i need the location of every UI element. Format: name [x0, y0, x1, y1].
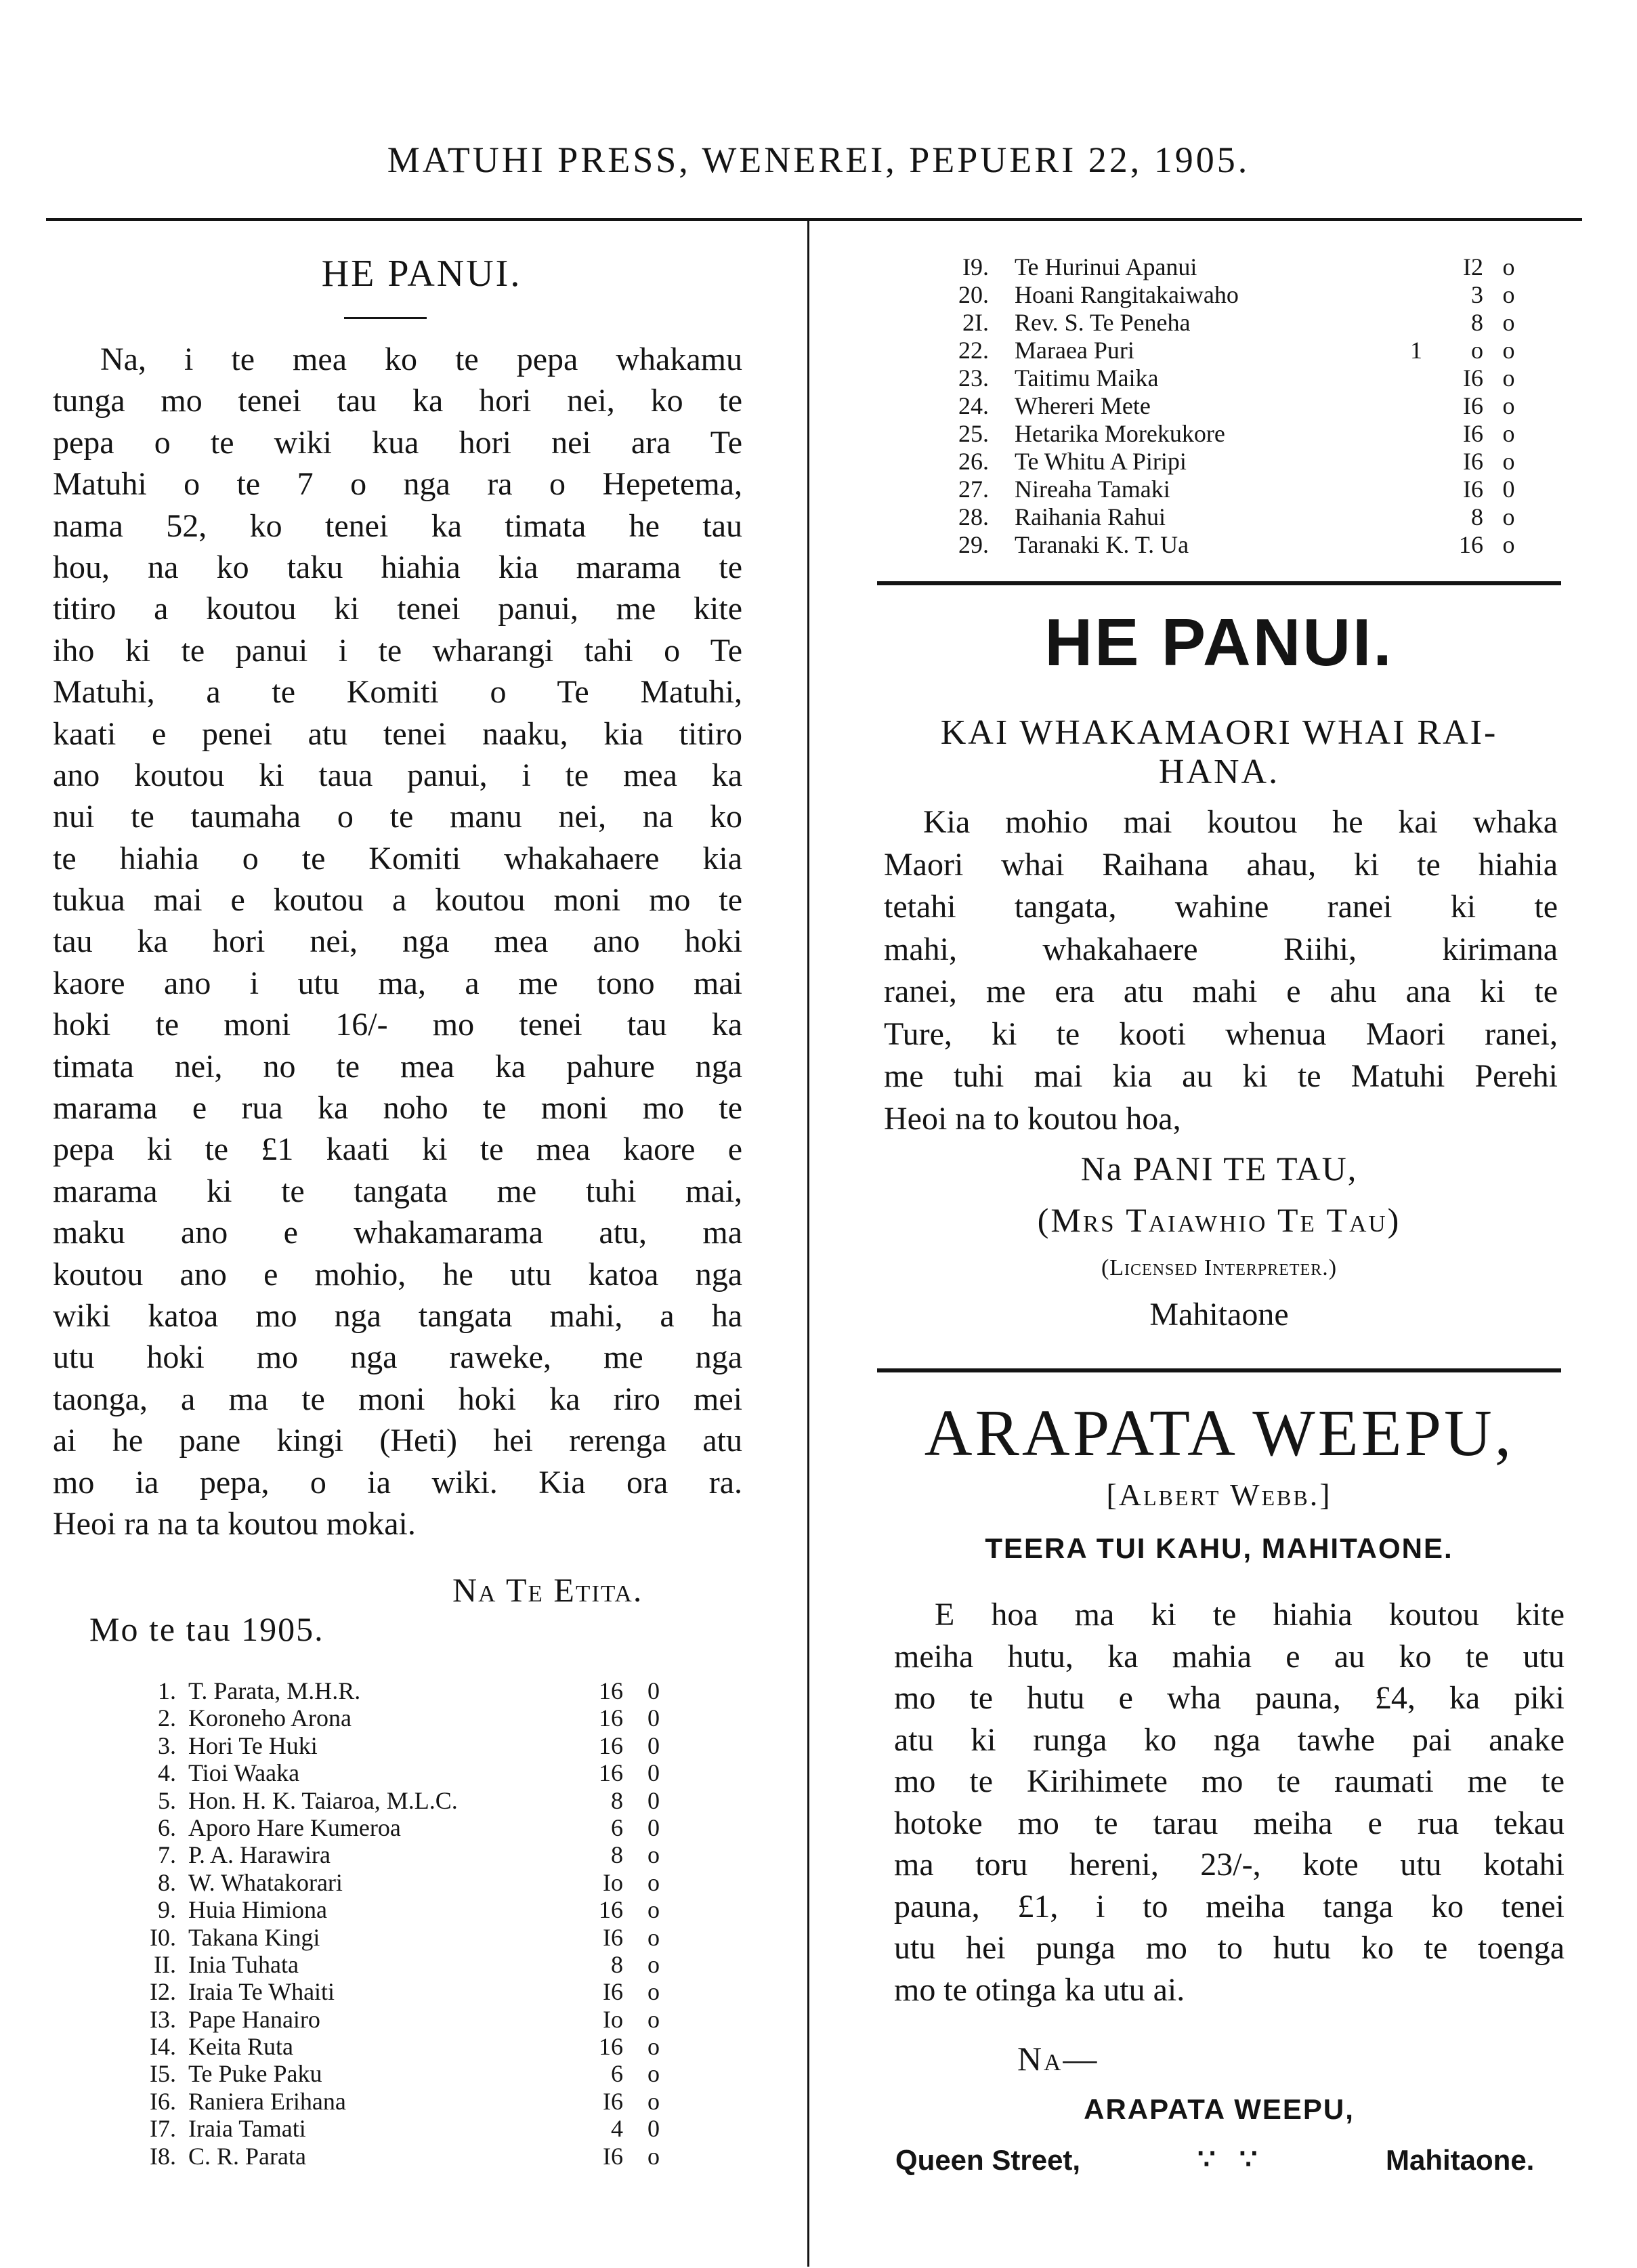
tailor-dots: ∵ ∵ [1197, 2143, 1258, 2175]
body-line: Na, i te mea ko te pepa whakamu [100, 341, 742, 377]
list-item: 4. Tioi Waaka 16 0 [158, 1759, 660, 1787]
list-item: 25. Hetarika Morekukore I6 o [958, 420, 1515, 447]
interpreter-signed-name: Na PANI TE TAU, [1080, 1150, 1358, 1188]
masthead-rule [46, 218, 1582, 221]
body-line: iho ki te panui i te wharangi tahi o Te [53, 632, 742, 669]
tailor-town: Mahitaone. [1386, 2144, 1535, 2176]
body-line: ai he pane kingi (Heti) hei rerenga atu [53, 1423, 742, 1459]
body-line: atu ki runga ko nga tawhe pai anake [894, 1721, 1565, 1758]
body-line: tetahi tangata, wahine ranei ki te [884, 889, 1558, 925]
section-rule-2 [877, 1368, 1561, 1372]
list-item: I7. Iraia Tamati 4 0 [150, 2115, 660, 2143]
tailor-street: Queen Street, [895, 2144, 1081, 2176]
body-line: mo te Kirihimete mo te raumati me te [894, 1763, 1565, 1799]
body-line: Maori whai Raihana ahau, ki te hiahia [884, 846, 1558, 883]
list-item: 28. Raihania Rahui 8 o [958, 503, 1515, 530]
body-line: maku ano e whakamarama atu, ma [53, 1215, 742, 1251]
left-title-rule [344, 317, 427, 319]
body-line: hoki te moni 16/- mo tenei tau ka [53, 1007, 742, 1043]
body-line: wiki katoa mo nga tangata mahi, a ha [53, 1297, 742, 1334]
body-line: taonga, a ma te moni hoki ka riro mei [53, 1381, 742, 1417]
body-line: marama e rua ka noho te moni mo te [53, 1090, 742, 1127]
year-heading: Mo te tau 1905. [89, 1610, 324, 1648]
body-line: Kia mohio mai koutou he kai whaka [923, 804, 1558, 840]
list-item: I6. Raniera Erihana I6 o [150, 2087, 660, 2115]
list-item: 23. Taitimu Maika I6 o [958, 364, 1515, 392]
body-line: mo te hutu e wha pauna, £4, ka piki [894, 1680, 1565, 1716]
body-line: titiro a koutou ki tenei panui, me kite [53, 591, 742, 627]
body-line: nui te taumaha o te manu nei, na ko [53, 799, 742, 835]
body-line: E hoa ma ki te hiahia koutou kite [935, 1597, 1565, 1633]
body-line: timata nei, no te mea ka pahure nga [53, 1048, 742, 1085]
body-line: meiha hutu, ka mahia e au ko te utu [894, 1638, 1565, 1675]
column-divider [807, 221, 809, 2267]
body-line: ma toru hereni, 23/-, kote utu kotahi [894, 1847, 1565, 1883]
list-item: I4. Keita Ruta 16 o [150, 2033, 660, 2061]
list-item: 2. Koroneho Arona 16 0 [158, 1704, 660, 1732]
body-line: mo te otinga ka utu ai. [894, 1971, 1185, 2008]
list-item: I2. Iraia Te Whaiti I6 o [150, 1978, 660, 2006]
editor-signature: Na Te Etita. [452, 1571, 643, 1609]
body-line: me tuhi mai kia au ki te Matuhi Perehi [884, 1058, 1558, 1094]
subscriber-list-left [0, 1677, 806, 2169]
list-item: I0. Takana Kingi I6 o [150, 1923, 660, 1951]
body-line: ano koutou ki taua panui, i te mea ka [53, 757, 742, 793]
list-item: 1. T. Parata, M.H.R. 16 0 [158, 1677, 660, 1704]
body-line: tunga mo tenei tau ka hori nei, ko te [53, 383, 742, 419]
body-line: utu hoki mo nga raweke, me nga [53, 1339, 742, 1376]
body-line: kaore ano i utu ma, a me tono mai [53, 965, 742, 1001]
list-item: 3. Hori Te Huki 16 0 [158, 1731, 660, 1759]
interpreter-ad-subtitle [877, 713, 1561, 792]
list-item: I5. Te Puke Paku 6 o [150, 2060, 660, 2088]
section-rule-1 [877, 581, 1561, 585]
list-item: 7. P. A. Harawira 8 o [158, 1841, 660, 1869]
subtitle-line: KAI WHAKAMAORI WHAI RAI- [940, 713, 1498, 752]
body-line: Matuhi, a te Komiti o Te Matuhi, [53, 674, 742, 711]
body-line: te hiahia o te Komiti whakahaere kia [53, 840, 742, 877]
tailor-ad-body [894, 1594, 1565, 2011]
body-line: Heoi ra na ta koutou mokai. [53, 1505, 416, 1542]
body-line: kaati e penei atu tenei naaku, kia titiro [53, 715, 742, 752]
interpreter-ad-title: HE PANUI. [1044, 605, 1394, 679]
body-line: pepa ki te £1 kaati ki te mea kaore e [53, 1131, 742, 1168]
body-line: utu hei punga mo to hutu ko te toenga [894, 1930, 1565, 1966]
list-item: 24. Whereri Mete I6 o [958, 392, 1515, 419]
list-item: 27. Nireaha Tamaki I6 0 [958, 476, 1515, 503]
list-item: I8. C. R. Parata I6 o [150, 2142, 660, 2170]
tailor-alias: [Albert Webb.] [1106, 1477, 1332, 1512]
body-line: koutou ano e mohio, he utu katoa nga [53, 1256, 742, 1293]
list-item: 2I. Rev. S. Te Peneha 8 o [962, 309, 1515, 336]
body-line: marama ki te tangata me tuhi mai, [53, 1173, 742, 1209]
masthead: MATUHI PRESS, WENEREI, PEPUERI 22, 1905. [387, 140, 1250, 180]
body-line: pepa o te wiki kua hori nei ara Te [53, 424, 742, 461]
tailor-ad-title: ARAPATA WEEPU, [924, 1397, 1514, 1470]
body-line: pauna, £1, i to meiha tanga ko tenei [894, 1888, 1565, 1925]
body-line: tau ka hori nei, nga mea ano hoki [53, 923, 742, 960]
interpreter-alt-name: (Mrs Taiawhio Te Tau) [1037, 1201, 1401, 1239]
list-item: 29. Taranaki K. T. Ua 16 o [958, 531, 1515, 558]
interpreter-licence: (Licensed Interpreter.) [1101, 1255, 1338, 1280]
list-item: I3. Pape Hanairo Io o [150, 2005, 660, 2033]
left-notice-title: HE PANUI. [321, 253, 522, 295]
list-item: 9. Huia Himiona 16 o [158, 1896, 660, 1924]
list-item: I9. Te Hurinui Apanui I2 o [962, 253, 1515, 280]
list-item: 26. Te Whitu A Piripi I6 o [958, 448, 1515, 475]
subtitle-line: HANA. [1158, 753, 1280, 791]
body-line: Matuhi o te 7 o nga ra o Hepetema, [53, 466, 742, 503]
left-notice-body [53, 339, 742, 1545]
subscriber-list-right [813, 253, 1625, 558]
interpreter-place: Mahitaone [1149, 1297, 1289, 1332]
list-item: 22. Maraea Puri 1 o o [958, 337, 1515, 364]
body-line: ranei, me era atu mahi e ahu ana ki te [884, 973, 1558, 1009]
body-line: hou, na ko taku hiahia kia marama te [53, 549, 742, 585]
list-item: II. Inia Tuhata 8 o [154, 1950, 660, 1978]
body-line: Ture, ki te kooti whenua Maori ranei, [884, 1015, 1558, 1052]
body-line: tukua mai e koutou a koutou moni mo te [53, 882, 742, 919]
interpreter-ad-body [884, 801, 1558, 1140]
body-line: mahi, whakahaere Riihi, kirimana [884, 931, 1558, 967]
body-line: mo ia pepa, o ia wiki. Kia ora ra. [53, 1464, 742, 1500]
body-line: Heoi na to koutou hoa, [884, 1100, 1181, 1137]
body-line: hotoke mo te tarau meiha e rua tekau [894, 1805, 1565, 1841]
list-item: 20. Hoani Rangitakaiwaho 3 o [958, 281, 1515, 308]
list-item: 5. Hon. H. K. Taiaroa, M.L.C. 8 0 [158, 1786, 660, 1814]
list-item: 8. W. Whatakorari Io o [158, 1868, 660, 1896]
tailor-from: Na— [1017, 2040, 1099, 2078]
body-line: nama 52, ko tenei ka timata he tau [53, 507, 742, 544]
tailor-trade-line: TEERA TUI KAHU, MAHITAONE. [985, 1532, 1453, 1564]
list-item: 6. Aporo Hare Kumeroa 6 0 [158, 1813, 660, 1841]
tailor-signed: ARAPATA WEEPU, [1084, 2093, 1355, 2125]
